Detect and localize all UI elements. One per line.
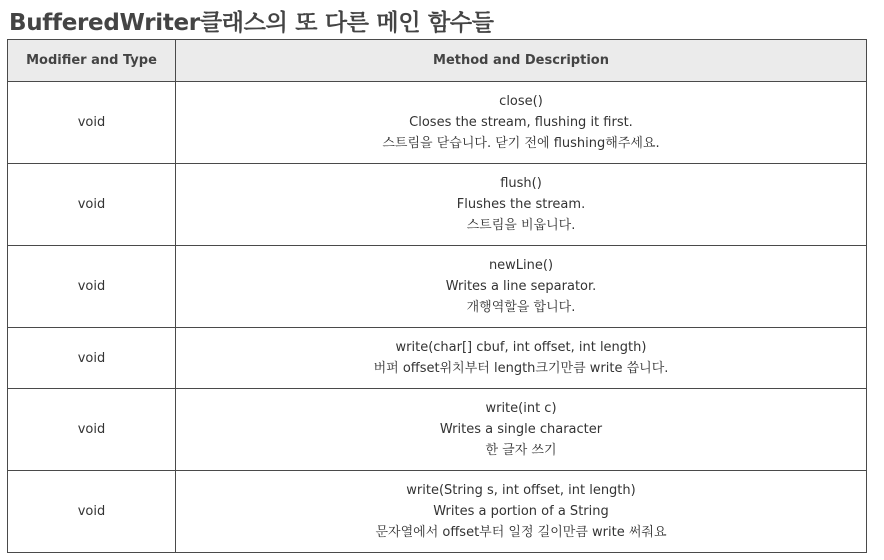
method-description-ko: 문자열에서 offset부터 일정 길이만큼 write 써줘요: [375, 525, 667, 540]
table-row: [8, 328, 867, 389]
modifier-type-cell: void: [8, 471, 176, 553]
method-description-en: Writes a portion of a String: [433, 504, 609, 519]
modifier-type-cell: void: [8, 82, 176, 164]
method-signature: close(): [499, 94, 543, 109]
method-description-cell: [176, 246, 867, 328]
table-row: [8, 164, 867, 246]
method-description-ko: 한 글자 쓰기: [485, 443, 557, 458]
method-description-cell: [176, 164, 867, 246]
method-description-cell: [176, 471, 867, 553]
method-signature: write(String s, int offset, int length): [406, 483, 636, 498]
table-row: [8, 82, 867, 164]
method-signature: flush(): [500, 176, 542, 191]
header-method-description: Method and Description: [176, 40, 867, 82]
method-description-ko: 스트림을 비웁니다.: [466, 218, 576, 233]
method-signature: write(int c): [485, 401, 557, 416]
method-description-en: Writes a line separator.: [445, 279, 597, 294]
method-description-ko: 스트림을 닫습니다. 닫기 전에 flushing해주세요.: [382, 136, 660, 151]
modifier-type-cell: void: [8, 328, 176, 389]
method-description-en: Writes a single character: [439, 422, 603, 437]
method-description-en: Flushes the stream.: [456, 197, 586, 212]
method-description-cell: [176, 389, 867, 471]
method-signature: newLine(): [488, 258, 554, 273]
method-description-en: Closes the stream, flushing it first.: [409, 115, 633, 130]
header-modifier-type: Modifier and Type: [8, 40, 176, 82]
page-title: BufferedWriter클래스의 또 다른 메인 함수들: [9, 10, 494, 36]
table-row: [8, 246, 867, 328]
table-row: [8, 389, 867, 471]
modifier-type-cell: void: [8, 246, 176, 328]
methods-table: [7, 39, 867, 553]
modifier-type-cell: void: [8, 389, 176, 471]
method-description-cell: [176, 328, 867, 389]
table-header-row: [8, 40, 867, 82]
modifier-type-cell: void: [8, 164, 176, 246]
method-description-ko: 개행역할을 합니다.: [466, 300, 576, 315]
method-signature: write(char[] cbuf, int offset, int length): [395, 340, 647, 355]
method-description-cell: [176, 82, 867, 164]
method-description-ko: 버퍼 offset위치부터 length크기만큼 write 씁니다.: [373, 361, 669, 376]
table-row: [8, 471, 867, 553]
